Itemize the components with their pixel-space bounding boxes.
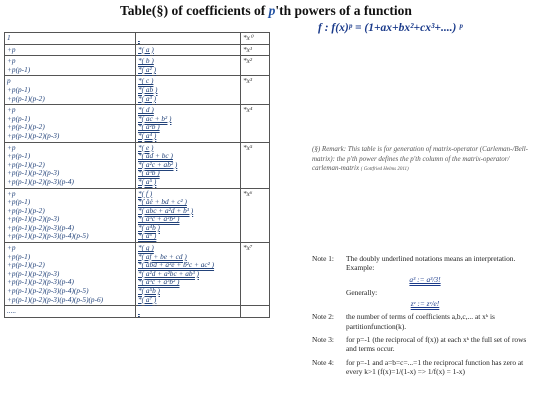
remark-credit: ( Gottfried Helms 2011) xyxy=(360,167,409,172)
notes xyxy=(312,254,538,380)
multiplier-line: +p(p-1) xyxy=(7,113,31,123)
table-row xyxy=(5,142,270,188)
multiplier-line: +p(p-1)(p-2) xyxy=(7,122,45,132)
coefficient-line: *( ae + bd + c² ) xyxy=(138,197,187,207)
multiplier-cell xyxy=(5,243,136,306)
coefficient-line: *( a⁵b ) xyxy=(138,286,160,296)
multiplier-line: +p xyxy=(7,56,16,66)
coefficient-line: *( a⁷ ) xyxy=(138,294,157,304)
table-row xyxy=(5,105,270,142)
power-cell: *x⁰ xyxy=(241,33,270,45)
multiplier-line: +p(p-1) xyxy=(7,64,31,74)
coefficient-line: *( a²d + a²bc + ab³ ) xyxy=(138,268,199,278)
table-row xyxy=(5,306,270,318)
coefficient-line: *( f ) xyxy=(138,188,153,198)
multiplier-cell xyxy=(5,306,136,318)
multiplier-line: +p(p-1)(p-2)(p-3) xyxy=(7,130,60,140)
coefficient-line: *( af + be + cd ) xyxy=(138,251,187,261)
power-cell: *x⁵ xyxy=(241,142,270,188)
page-title: Table(§) of coefficients of p'th powers of a function xyxy=(120,3,412,19)
coefficient-cell xyxy=(136,44,241,56)
coefficient-line: *( d ) xyxy=(138,105,154,115)
table-row xyxy=(5,33,270,45)
multiplier-line: +p(p-1)(p-2)(p-3) xyxy=(7,214,60,224)
multiplier-cell xyxy=(5,56,136,76)
multiplier-line: +p(p-1)(p-2)(p-3)(p-4) xyxy=(7,277,74,287)
coefficient-line: *( e ) xyxy=(138,142,154,152)
coefficient-cell xyxy=(136,243,241,306)
note-2: Note 2: the number of terms of coefficients a,b,c,... at xᵏ is partitionfunction(k). xyxy=(312,312,495,331)
coefficient-line: *( g ) xyxy=(138,243,154,253)
section-mark: (§) xyxy=(151,4,169,19)
multiplier-line: +p(p-1)(p-2)(p-3)(p-4)(p-5) xyxy=(7,286,89,296)
coefficient-line: *( a ) xyxy=(138,44,154,54)
note-1-example: a³ := a³/3! xyxy=(409,274,441,284)
power-cell xyxy=(241,306,270,318)
multiplier-cell xyxy=(5,188,136,243)
note-4: Note 4: for p=-1 and a=b=c=...=1 the reciprocal function has zero at every k>1 (f(x)=1/(1-x) => 1/f(x) = 1-x) xyxy=(312,357,524,376)
multiplier-line: +p(p-1)(p-2)(p-3)(p-4) xyxy=(7,222,74,232)
remark-mark: (§) xyxy=(312,145,321,153)
remark-text: Remark: This table is for generation of matrix-operator (Carleman-/Bell-matrix): the p'th power defines the p'th column of the matrix-operator/ carleman-matrix xyxy=(312,145,529,172)
multiplier-cell xyxy=(5,33,136,45)
coefficient-line: *( b ) xyxy=(138,56,154,66)
coefficient-line: *( a³ ) xyxy=(138,93,156,103)
multiplier-line: +p(p-1) xyxy=(7,84,31,94)
coefficient-line: *( a³c + a³b² ) xyxy=(138,277,180,287)
coefficient-cell xyxy=(136,56,241,76)
power-cell: *x¹ xyxy=(241,44,270,56)
power-cell: *x⁷ xyxy=(241,243,270,306)
coefficient-line: *( abd + a²e + b²c + ac² ) xyxy=(138,260,215,270)
multiplier-line: +p(p-1)(p-2)(p-3)(p-4)(p-5) xyxy=(7,231,89,241)
multiplier-line: +p(p-1)(p-2)(p-3)(p-4)(p-5)(p-6) xyxy=(7,294,104,304)
multiplier-line: +p(p-1)(p-2) xyxy=(7,260,45,270)
multiplier-line: ..... xyxy=(7,306,17,316)
coefficient-line: *( c ) xyxy=(138,76,154,86)
coefficient-cell xyxy=(136,33,241,45)
note-1-general: zᵉ := zᵉ/e! xyxy=(410,299,440,309)
table-row xyxy=(5,76,270,105)
multiplier-line: +p(p-1)(p-2)(p-3) xyxy=(7,268,60,278)
coefficient-line: *( a⁴ ) xyxy=(138,130,157,140)
power-cell: *x⁴ xyxy=(241,105,270,142)
table-row xyxy=(5,44,270,56)
multiplier-line: +p(p-1) xyxy=(7,151,31,161)
multiplier-cell xyxy=(5,76,136,105)
multiplier-line: p xyxy=(7,76,11,86)
multiplier-line: +p(p-1) xyxy=(7,197,31,207)
multiplier-line: +p xyxy=(7,142,16,152)
formula: f : f(x)ᵖ = (1+ax+bx²+cx³+....) ᵖ xyxy=(318,22,463,34)
multiplier-line: +p(p-1)(p-2)(p-3) xyxy=(7,168,60,178)
coefficient-line: *( a⁵ ) xyxy=(138,176,157,186)
note-3: Note 3: for p=-1 (the reciprocal of f(x)) at each xᵏ the full set of rows and terms occur. xyxy=(312,335,527,354)
coefficient-cell xyxy=(136,188,241,243)
coefficient-line: *( abc + a²d + b³ ) xyxy=(138,205,194,215)
multiplier-line: +p xyxy=(7,44,16,54)
table-row xyxy=(5,188,270,243)
multiplier-cell xyxy=(5,105,136,142)
coefficient-line: *( a² ) xyxy=(138,64,156,74)
coefficient-line: *( a³c + a²b² ) xyxy=(138,214,180,224)
coefficient-line xyxy=(138,34,238,43)
coefficient-line: *( a²b ) xyxy=(138,122,160,132)
coefficient-line: *( a²c + ab² ) xyxy=(138,159,178,169)
multiplier-line: +p(p-1)(p-2) xyxy=(7,93,45,103)
multiplier-line: +p xyxy=(7,188,16,198)
remark xyxy=(312,145,536,175)
multiplier-cell xyxy=(5,44,136,56)
coefficient-line: *( a⁴b ) xyxy=(138,222,160,232)
power-cell: *x³ xyxy=(241,76,270,105)
multiplier-cell xyxy=(5,142,136,188)
power-cell: *x² xyxy=(241,56,270,76)
coefficient-line: *( a⁶ ) xyxy=(138,231,157,241)
multiplier-line: +p(p-1)(p-2) xyxy=(7,205,45,215)
table-row xyxy=(5,56,270,76)
multiplier-line: +p xyxy=(7,243,16,253)
coefficient-line: *( ab ) xyxy=(138,84,158,94)
coefficient-cell xyxy=(136,306,241,318)
coefficient-cell xyxy=(136,105,241,142)
coefficient-line xyxy=(138,307,238,316)
multiplier-line: +p(p-1)(p-2) xyxy=(7,159,45,169)
multiplier-line: +p xyxy=(7,105,16,115)
table-row xyxy=(5,243,270,306)
coefficient-line: *( ad + bc ) xyxy=(138,151,173,161)
power-cell: *x⁶ xyxy=(241,188,270,243)
coefficient-line: *( ac + b² ) xyxy=(138,113,172,123)
coefficient-cell xyxy=(136,76,241,105)
multiplier-line: +p(p-1) xyxy=(7,251,31,261)
multiplier-line: +p(p-1)(p-2)(p-3)(p-4) xyxy=(7,176,74,186)
coefficient-cell xyxy=(136,142,241,188)
coefficients-table xyxy=(4,32,270,318)
coefficient-line: *( a³b ) xyxy=(138,168,160,178)
note-1: Note 1: The doubly underlined notations means an interpretation. Example: a³ := a³/3! Generally: zᵉ := zᵉ/e! xyxy=(312,254,538,308)
multiplier-line: 1 xyxy=(7,33,11,42)
